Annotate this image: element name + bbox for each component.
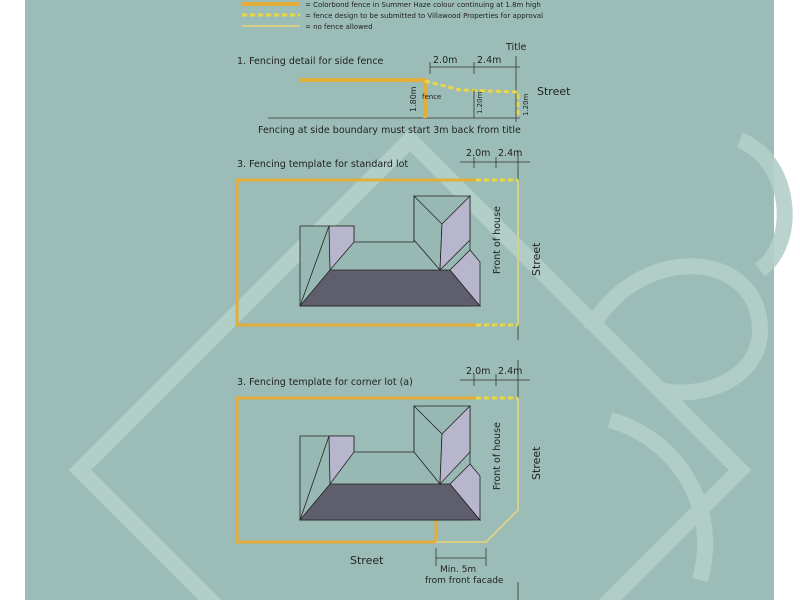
side-height-fence: 1.80m — [409, 86, 418, 112]
standard-dim-a: 2.0m — [466, 148, 491, 159]
standard-dim-b: 2.4m — [498, 148, 523, 159]
side-height-mid: 1.20m — [476, 91, 484, 114]
standard-lot-title: 3. Fencing template for standard lot — [237, 159, 409, 170]
corner-lot-title: 3. Fencing template for corner lot (a) — [237, 377, 413, 388]
standard-front-label: Front of house — [492, 206, 503, 274]
side-street-label: Street — [537, 85, 571, 98]
side-fence-title: 1. Fencing detail for side fence — [237, 56, 384, 67]
corner-min-label-1: Min. 5m — [440, 565, 477, 575]
corner-front-label: Front of house — [492, 422, 503, 490]
legend-label-colorbond: = Colorbond fence in Summer Haze colour continuing at 1.8m high — [305, 1, 541, 9]
corner-dim-a: 2.0m — [466, 366, 491, 377]
standard-street-label: Street — [530, 242, 543, 276]
corner-street-right: Street — [530, 446, 543, 480]
side-height-end: 1.20m — [522, 93, 530, 116]
side-fence-caption: Fencing at side boundary must start 3m back from title — [258, 125, 521, 136]
legend-label-to-submit: = fence design to be submitted to Villawood Properties for approval — [305, 12, 544, 20]
title-marker: Title — [506, 42, 527, 53]
side-dim-a: 2.0m — [433, 55, 458, 66]
corner-dim-b: 2.4m — [498, 366, 523, 377]
corner-street-bottom: Street — [350, 554, 384, 567]
side-dim-b: 2.4m — [477, 55, 502, 66]
legend-label-no-fence: = no fence allowed — [305, 23, 373, 31]
corner-min-label-2: from front facade — [425, 576, 504, 586]
side-fence-label: fence — [422, 93, 442, 101]
